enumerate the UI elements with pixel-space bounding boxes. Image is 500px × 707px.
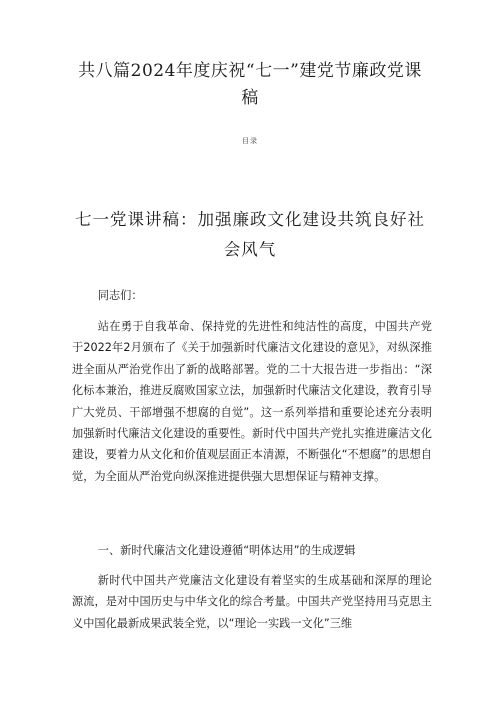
toc-label: 目录 (242, 137, 258, 145)
greeting: 同志们： (97, 289, 143, 302)
paragraph-1: 站在勇于自我革命、保持党的先进性和纯洁性的高度，中国共产党于2022年2月颁布了《关于加强新时代廉洁文化建设的意见》，对纵深推进全面从严治党作出了新的战略部署。党的二十大报告进一步指出：“深化标本兼治，推进反腐败国家立法，加强新时代廉洁文化建设，教育引导广大党员、干部增强不想腐的自觉”。这一系列举措和重要论述充分表明加强新时代廉洁文化建设的重要性。新时代中国共产党扎实推进廉洁文化建设，要着力从文化和价值观层面正本清源，不断强化“不想腐”的思想自觉，为全面从严治党向纵深推进提供强大思想保证与精神支撑。 (72, 320, 432, 483)
heading-1: 一、新时代廉洁文化建设遵循“明体达用”的生成逻辑 (97, 544, 356, 557)
document-title: 共八篇2024年度庆祝“七一”建党节廉政党课稿 (78, 61, 422, 108)
paragraph-2: 新时代中国共产党廉洁文化建设有着坚实的生成基础和深厚的理论源流，是对中国历史与中华文化的综合考量。中国共产党坚持用马克思主义中国化最新成果武装全党，以“理论一实践一文化”三维 (72, 574, 432, 630)
section-title: 七一党课讲稿：加强廉政文化建设共筑良好社会风气 (75, 210, 425, 259)
